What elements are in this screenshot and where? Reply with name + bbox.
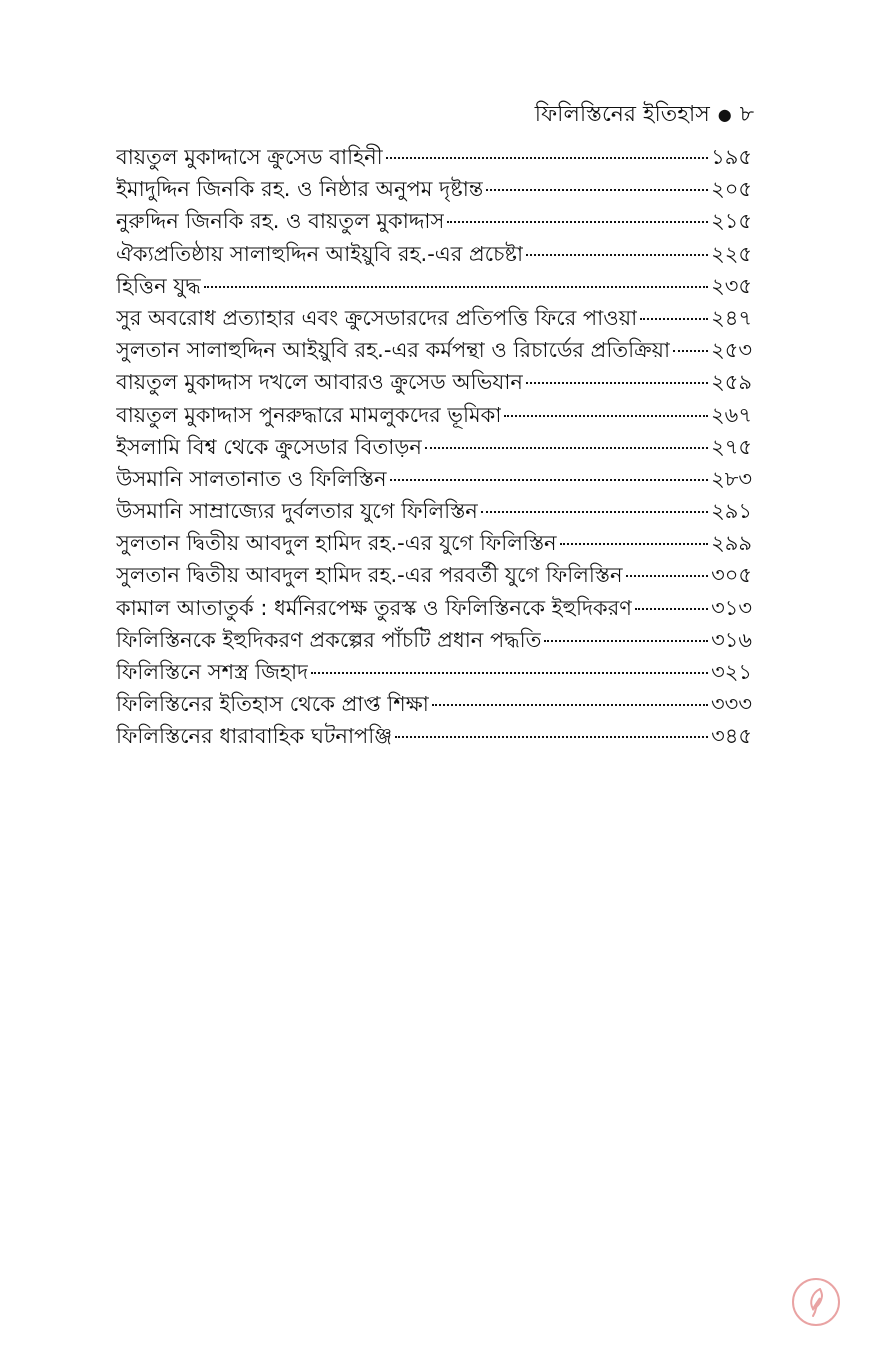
toc-entry-page: ২১৫ bbox=[711, 209, 752, 234]
toc-entry-title: সুর অবরোধ প্রত্যাহার এবং ক্রুসেডারদের প্রতিপত্তি ফিরে পাওয়া bbox=[116, 305, 638, 330]
toc-entry-title: ইসলামি বিশ্ব থেকে ক্রুসেডার বিতাড়ন bbox=[116, 434, 422, 459]
toc-entry-page: ২৬৭ bbox=[711, 402, 752, 427]
toc-entry-page: ২৭৫ bbox=[711, 434, 752, 459]
toc-entry bbox=[116, 431, 752, 463]
book-title: ফিলিস্তিনের ইতিহাস bbox=[534, 102, 710, 127]
toc-entry bbox=[116, 527, 752, 559]
toc-entry-title: হিত্তিন যুদ্ধ bbox=[116, 273, 201, 298]
toc-entry bbox=[116, 366, 752, 398]
toc-entry-title: সুলতান সালাহুদ্দিন আইয়ুবি রহ.-এর কর্মপন্থা ও রিচার্ডের প্রতিক্রিয়া bbox=[116, 338, 671, 363]
dot-leader bbox=[626, 575, 709, 577]
toc-entry-title: ঐক্যপ্রতিষ্ঠায় সালাহুদ্দিন আইয়ুবি রহ.-এর প্রচেষ্টা bbox=[116, 241, 524, 266]
toc-entry bbox=[116, 495, 752, 527]
toc-entry-page: ২০৫ bbox=[711, 177, 752, 202]
toc-entry-title: বায়তুল মুকাদ্দাস পুনরুদ্ধারে মামলুকদের ভূমিকা bbox=[116, 402, 502, 427]
dot-leader bbox=[486, 189, 708, 191]
toc-entry-title: ফিলিস্তিনে সশস্ত্র জিহাদ bbox=[116, 660, 309, 684]
dot-leader bbox=[204, 286, 708, 288]
toc-entry-page: ৩২১ bbox=[711, 660, 752, 684]
toc-entry-page: ১৯৫ bbox=[711, 145, 752, 169]
toc-entry bbox=[116, 688, 752, 720]
toc-entry-title: ইমাদুদ্দিন জিনকি রহ. ও নিষ্ঠার অনুপম দৃষ্টান্ত bbox=[116, 177, 484, 202]
dot-leader bbox=[526, 382, 708, 384]
dot-leader bbox=[481, 511, 708, 513]
dot-leader bbox=[432, 704, 708, 706]
dot-leader bbox=[390, 479, 709, 481]
toc-entry-page: ২৪৭ bbox=[711, 305, 752, 330]
toc-entry-title: সুলতান দ্বিতীয় আবদুল হামিদ রহ.-এর যুগে ফিলিস্তিন bbox=[116, 531, 557, 556]
dot-leader bbox=[395, 736, 708, 738]
toc-entry-page: ২৯১ bbox=[711, 499, 752, 524]
toc-entry bbox=[116, 720, 752, 752]
toc-entry bbox=[116, 334, 752, 366]
toc-entry-title: ফিলিস্তিনের ইতিহাস থেকে প্রাপ্ত শিক্ষা bbox=[116, 692, 429, 717]
toc-entry-page: ৩০৫ bbox=[711, 563, 752, 588]
dot-leader bbox=[560, 543, 708, 545]
toc-entry-page: ২২৫ bbox=[711, 241, 752, 266]
toc-entry-page: ২৩৫ bbox=[711, 273, 752, 298]
dot-leader bbox=[447, 221, 708, 223]
toc-entry bbox=[116, 592, 752, 624]
toc-entry bbox=[116, 141, 752, 173]
toc-entry-page: ২৫৯ bbox=[711, 370, 752, 395]
toc-entry bbox=[116, 173, 752, 205]
toc-entry bbox=[116, 399, 752, 431]
toc-entry-page: ৩১৬ bbox=[711, 627, 752, 652]
toc-entry-title: নুরুদ্দিন জিনকি রহ. ও বায়তুল মুকাদ্দাস bbox=[116, 209, 445, 234]
toc-entry-page: ৩৪৫ bbox=[711, 724, 752, 749]
dot-leader bbox=[386, 157, 708, 159]
toc-entry-title: বায়তুল মুকাদ্দাস দখলে আবারও ক্রুসেড অভিযান bbox=[116, 370, 523, 395]
toc-entry-page: ৩৩৩ bbox=[711, 692, 752, 717]
toc-entry-title: ফিলিস্তিনকে ইহুদিকরণ প্রকল্পের পাঁচটি প্রধান পদ্ধতি bbox=[116, 627, 542, 652]
page-number: ৮ bbox=[739, 102, 754, 127]
header-separator: ● bbox=[717, 105, 732, 124]
dot-leader bbox=[504, 415, 708, 417]
toc-entry bbox=[116, 238, 752, 270]
toc-entry bbox=[116, 656, 752, 688]
toc-entry-title: উসমানি সালতানাত ও ফিলিস্তিন bbox=[116, 466, 387, 491]
dot-leader bbox=[635, 608, 708, 610]
dot-leader bbox=[526, 254, 708, 256]
toc-entry-page: ২৫৩ bbox=[711, 338, 752, 363]
toc-entry-title: বায়তুল মুকাদ্দাসে ক্রুসেড বাহিনী bbox=[116, 145, 383, 169]
toc-entry bbox=[116, 559, 752, 591]
toc-entry bbox=[116, 302, 752, 334]
toc-entry-page: ৩১৩ bbox=[711, 595, 752, 620]
dot-leader bbox=[425, 447, 708, 449]
toc-entry bbox=[116, 463, 752, 495]
quill-logo-icon bbox=[790, 1276, 842, 1328]
toc-entry-page: ২৯৯ bbox=[711, 531, 752, 556]
dot-leader bbox=[640, 318, 708, 320]
toc-entry bbox=[116, 270, 752, 302]
toc-entry-title: কামাল আতাতুর্ক : ধর্মনিরপেক্ষ তুরস্ক ও ফিলিস্তিনকে ইহুদিকরণ bbox=[116, 595, 632, 620]
toc-entry bbox=[116, 624, 752, 656]
dot-leader bbox=[544, 640, 708, 642]
toc-entry bbox=[116, 205, 752, 237]
running-header bbox=[535, 100, 754, 130]
dot-leader bbox=[673, 350, 708, 352]
table-of-contents bbox=[116, 141, 752, 753]
toc-entry-page: ২৮৩ bbox=[711, 466, 752, 491]
toc-entry-title: ফিলিস্তিনের ধারাবাহিক ঘটনাপঞ্জি bbox=[116, 724, 393, 749]
toc-entry-title: সুলতান দ্বিতীয় আবদুল হামিদ রহ.-এর পরবর্তী যুগে ফিলিস্তিন bbox=[116, 563, 623, 588]
toc-entry-title: উসমানি সাম্রাজ্যের দুর্বলতার যুগে ফিলিস্তিন bbox=[116, 499, 478, 524]
dot-leader bbox=[311, 672, 708, 674]
